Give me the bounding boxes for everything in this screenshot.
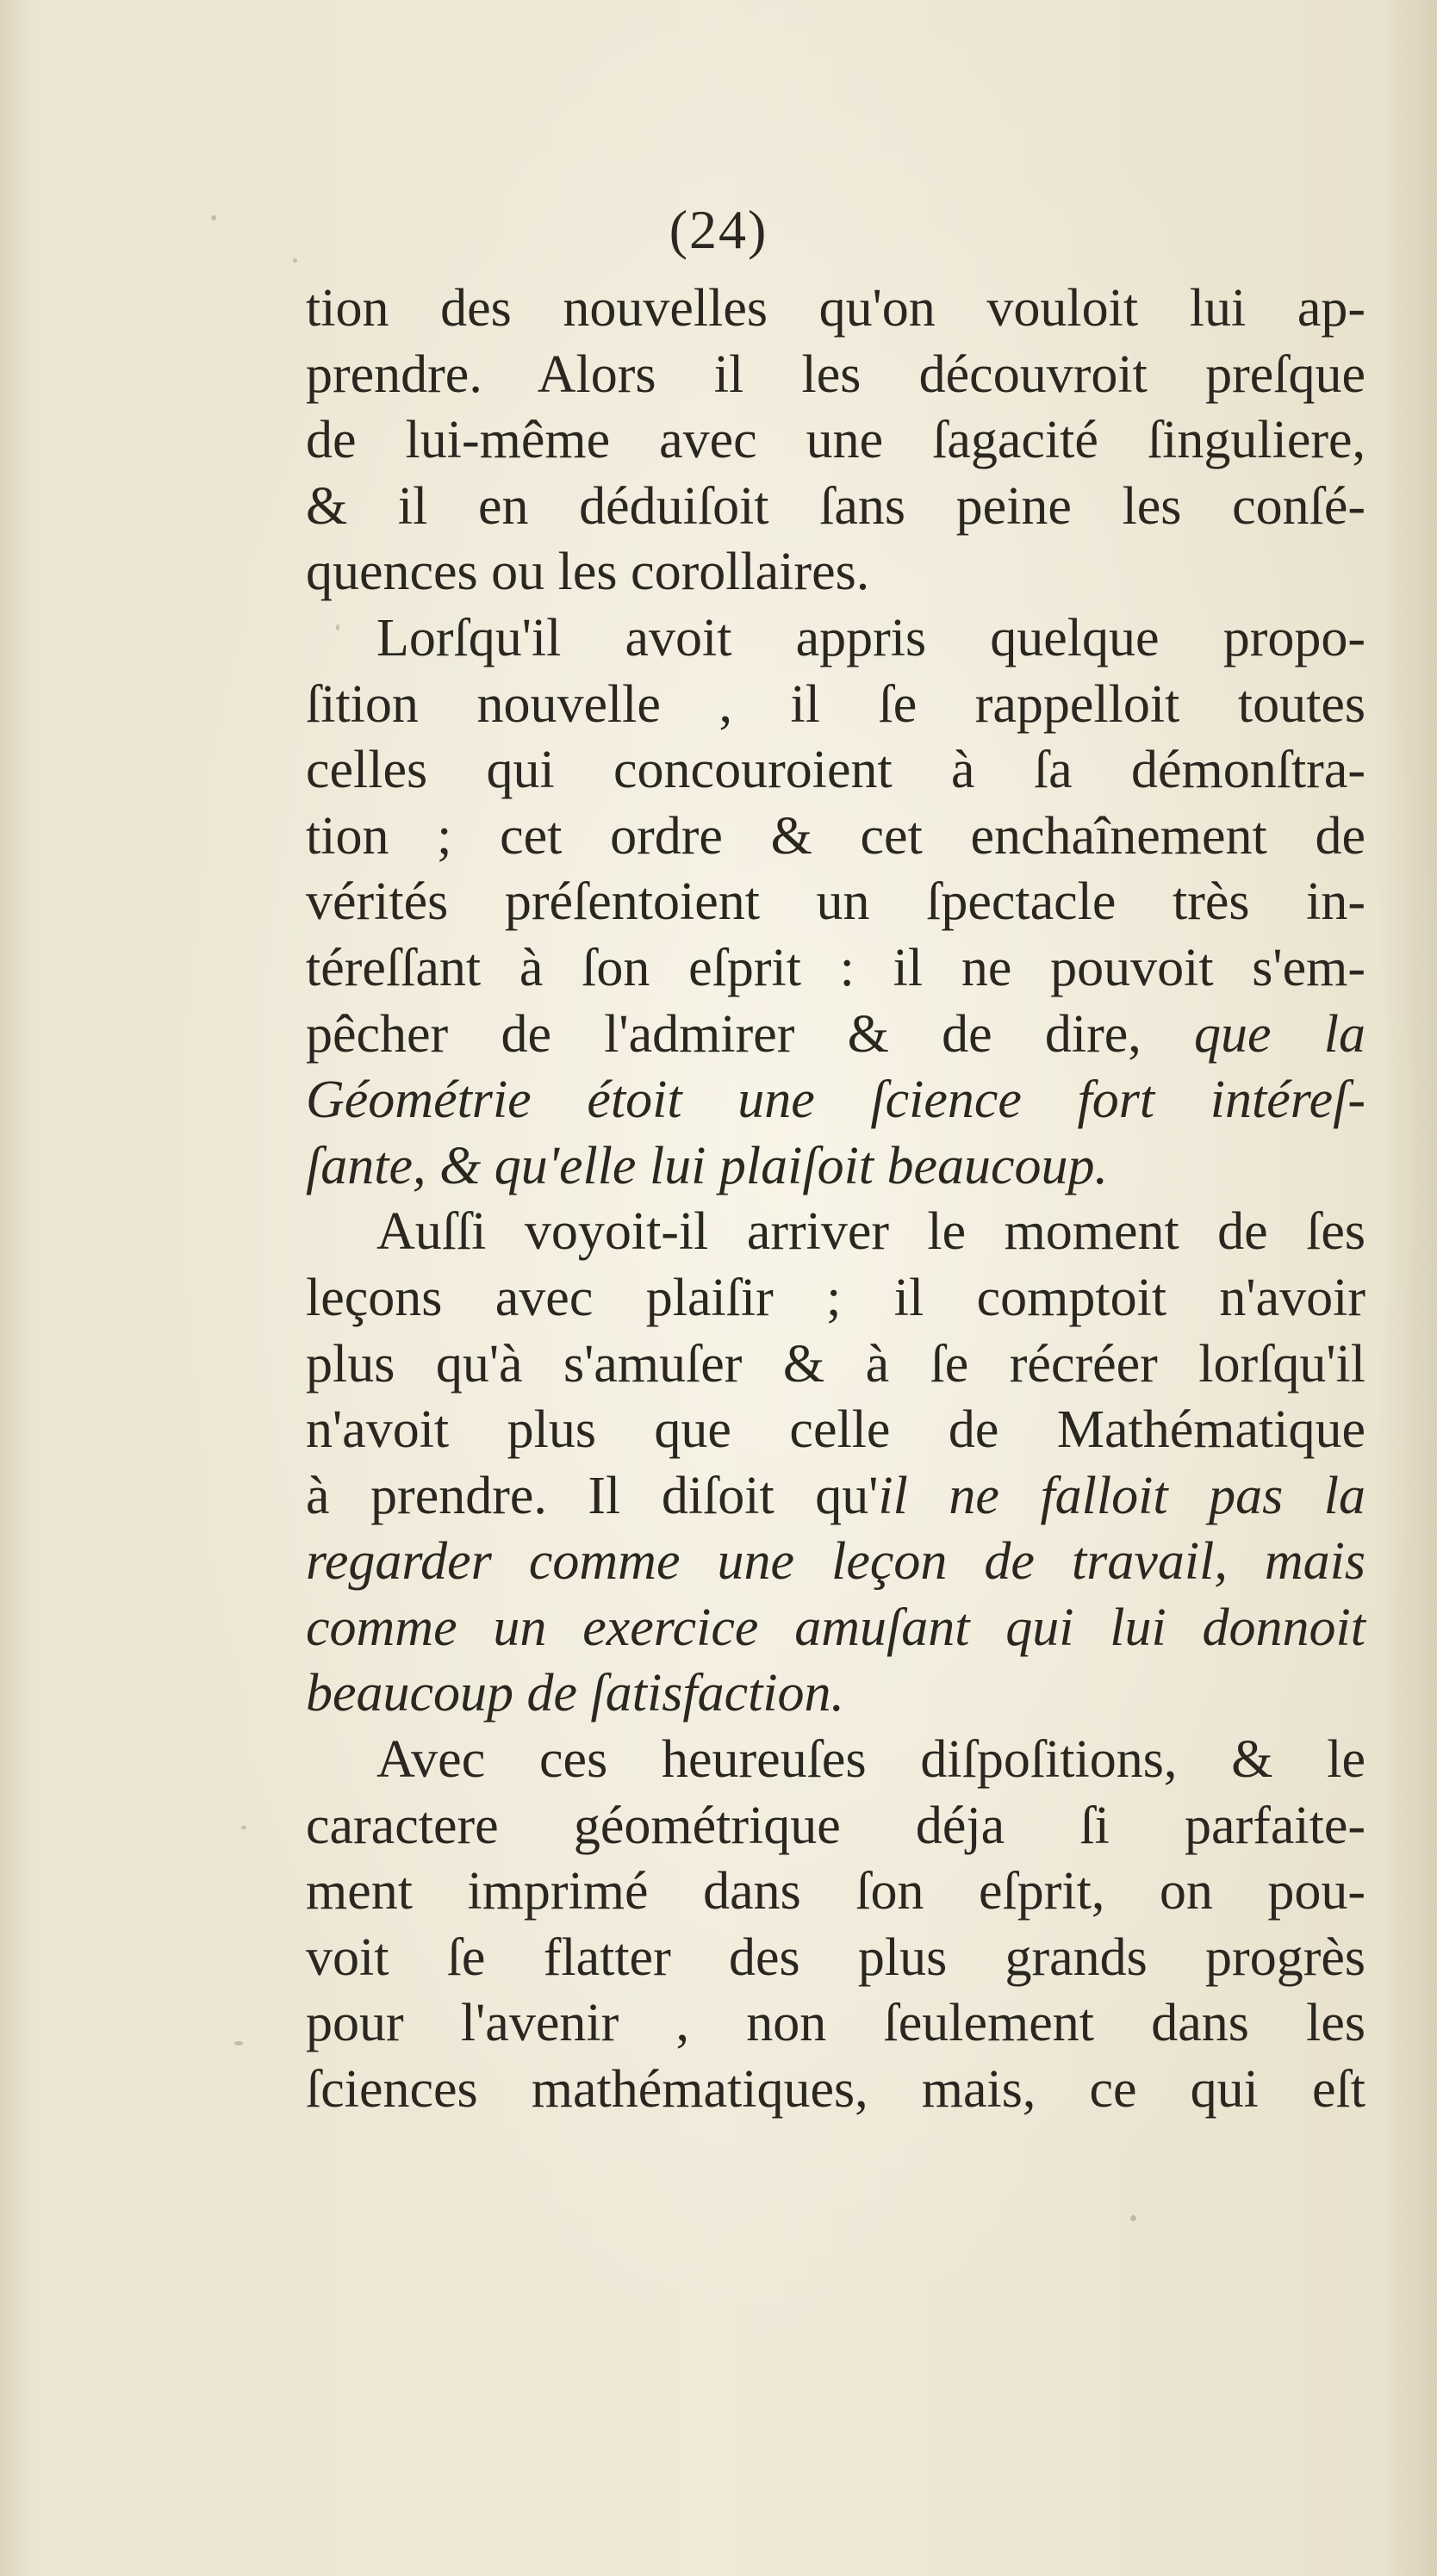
text-line [306,1397,1365,1463]
text-line [306,737,1365,804]
text-line [306,605,1365,672]
text-segment: pour l'avenir , non ſeulement dans les [306,1994,1365,2053]
text-segment: ſition nouvelle , il ſe rappelloit toutes [306,674,1365,734]
text-segment: quences ou les corollaires. [306,543,870,602]
text-line [306,407,1365,474]
text-line [306,1002,1365,1068]
text-line [306,1463,1365,1530]
text-line [306,1265,1365,1331]
text-segment: n'avoit plus que celle de Mathématique [306,1400,1365,1460]
paper-spot [211,215,216,220]
text-line [306,935,1365,1002]
body-text [306,276,1365,2123]
text-segment: plus qu'à s'amuſer & à ſe récréer lorſqu'il [306,1334,1365,1394]
paper-spot [336,624,339,630]
text-line [306,672,1365,738]
italic-text: beaucoup de ſatisfaction. [306,1664,845,1723]
text-line [306,804,1365,870]
text-line [306,539,1365,605]
text-line [306,1595,1365,1661]
text-segment: leçons avec plaiſir ; il comptoit n'avoir [306,1268,1365,1327]
text-line [306,276,1365,342]
text-line [306,1199,1365,1265]
paper-spot [1130,2215,1136,2221]
text-line [306,1331,1365,1398]
text-line [306,1727,1365,1793]
text-line [306,2057,1365,2123]
text-segment: prendre. Alors il les découvroit preſque [306,345,1365,404]
paper-spot [241,1826,246,1829]
text-segment: ſciences mathématiques, mais, ce qui eſt [306,2060,1365,2120]
text-line [306,342,1365,408]
text-segment: celles qui concouroient à ſa démonſtra- [306,741,1365,800]
text-segment: tion ; cet ordre & cet enchaînement de [306,806,1365,866]
text-segment: de lui-même avec une ſagacité ſinguliere, [306,411,1365,470]
text-segment: téreſſant à ſon eſprit : il ne pouvoit s'em- [306,938,1365,997]
text-segment: Auſſi voyoit-il arriver le moment de ſes [376,1202,1365,1262]
italic-text: il ne falloit pas la [878,1466,1365,1525]
text-line [306,1067,1365,1133]
text-segment: vérités préſentoient un ſpectacle très in- [306,872,1365,932]
paper-spot [234,2041,243,2045]
text-segment: pêcher de l'admirer & de dire, [306,1004,1194,1064]
text-line [306,1925,1365,1991]
text-segment: caractere géométrique déja ſi parfaite- [306,1796,1365,1855]
text-segment: ment imprimé dans ſon eſprit, on pou- [306,1862,1365,1921]
italic-text: regarder comme une leçon de travail, mais [306,1532,1365,1592]
italic-text: ſante, & qu'elle lui plaiſoit beaucoup. [306,1136,1109,1195]
text-line [306,1859,1365,1925]
paper-spot [293,258,297,263]
text-line [306,1133,1365,1200]
text-line [306,869,1365,935]
text-line [306,1793,1365,1859]
text-line [306,474,1365,540]
text-line [306,1660,1365,1727]
text-segment: Avec ces heureuſes diſpoſitions, & le [376,1730,1365,1790]
italic-text: comme un exercice amuſant qui lui donnoit [306,1598,1365,1657]
text-segment: tion des nouvelles qu'on vouloit lui ap- [306,279,1365,338]
italic-text: Géométrie étoit une ſcience fort intéreſ- [306,1071,1365,1130]
text-line [306,1529,1365,1595]
text-segment: & il en déduiſoit ſans peine les conſé- [306,476,1365,536]
text-segment: voit ſe flatter des plus grands progrès [306,1927,1365,1987]
text-line [306,1990,1365,2057]
text-segment: à prendre. Il diſoit qu' [306,1466,879,1525]
page-number: (24) [669,199,768,260]
text-segment: Lorſqu'il avoit appris quelque propo- [376,608,1365,667]
italic-text: que la [1194,1004,1365,1064]
